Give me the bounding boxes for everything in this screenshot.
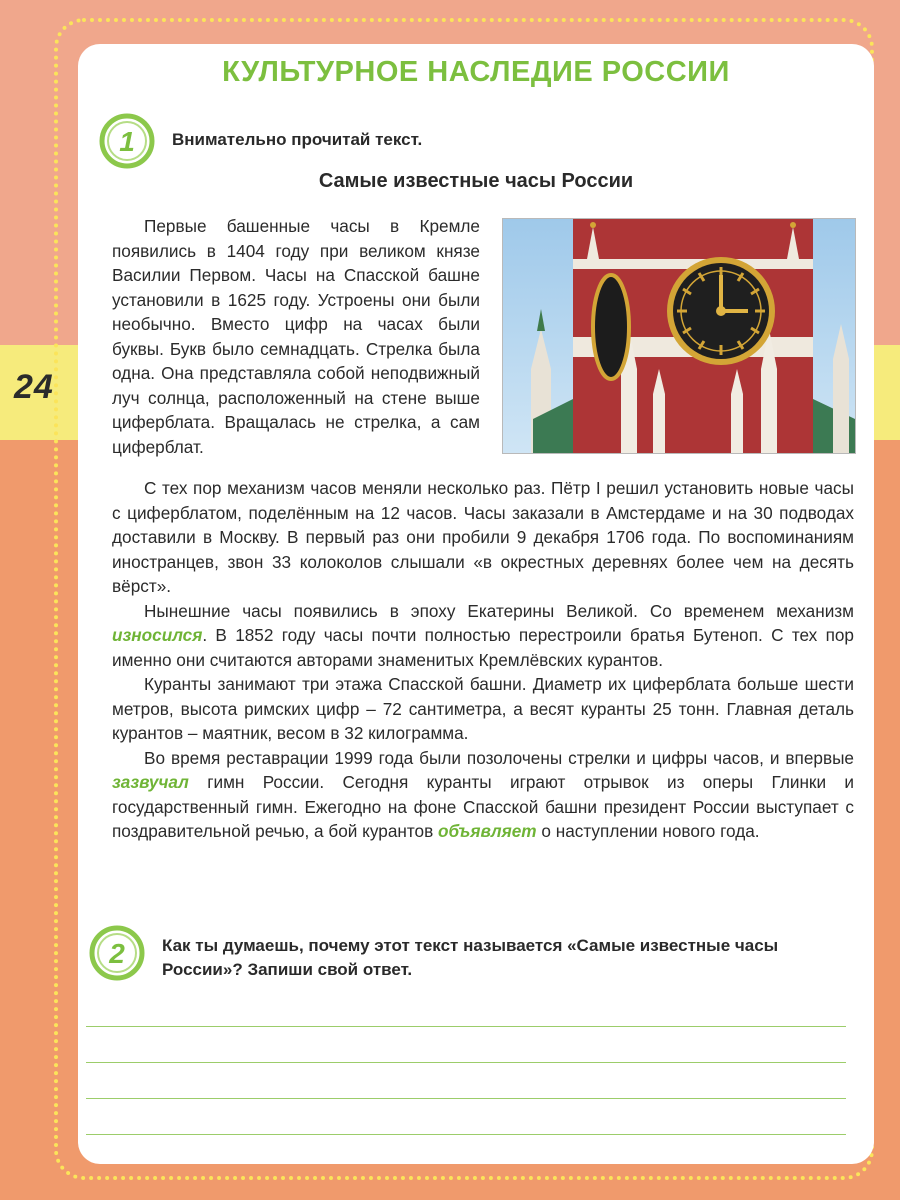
vocab-word-obyavlyaet: объявляет: [438, 821, 537, 841]
paragraph-3-part-b: . В 1852 году часы почти полностью перестроили братья Бутеноп. С тех пор именно они считаются авторами знаменитых Кремлёвских курантов.: [112, 625, 854, 670]
task-1-badge: [98, 112, 156, 170]
paragraph-5-part-a: Во время реставрации 1999 года были позолочены стрелки и цифры часов, и впервые: [144, 747, 854, 768]
paragraph-5: [112, 746, 854, 844]
page-title: КУЛЬТУРНОЕ НАСЛЕДИЕ РОССИИ: [222, 56, 730, 88]
paragraph-1-text: Первые башенные часы в Кремле появились в 1404 году при великом князе Василии Первом. Часы на Спасской башне установили в 1625 году. Устроены они были необычно. Вместо цифр на часах были буквы. Букв было семнадцать. Стрелка была одна. Она представляла собой неподвижный луч солнца, расположенный на стене выше циферблата. Вращалась не стрелка, а сам циферблат.: [112, 216, 480, 457]
task-2-circle-icon: [88, 924, 146, 982]
paragraph-5-part-b: гимн России. Сегодня куранты играют отрывок из оперы Глинки и государственный гимн. Ежегодно на фоне Спасской башни президент России выступает с поздравительной речью, а бой курантов: [112, 772, 854, 841]
vocab-word-zazvuchal: зазвучал: [112, 772, 189, 792]
paragraph-1: [112, 214, 480, 459]
paragraph-3-part-a: Нынешние часы появились в эпоху Екатерины Великой. Со временем механизм: [144, 600, 854, 621]
clock-tower-photo: [502, 218, 856, 454]
answer-line-3[interactable]: [86, 1098, 846, 1099]
task-2-number: 2: [109, 938, 125, 969]
text-title: Самые известные часы России: [318, 170, 634, 192]
paragraph-4: Куранты занимают три этажа Спасской башни. Диаметр их циферблата больше шести метров, высота римских цифр – 72 сантиметра, а весят куранты 25 тонн. Главная деталь курантов – маятник, весом в 32 килограмма.: [112, 674, 854, 743]
task-2-badge: [88, 924, 146, 982]
paragraph-5-part-c: о наступлении нового года.: [536, 821, 760, 841]
answer-line-4[interactable]: [86, 1134, 846, 1135]
answer-line-2[interactable]: [86, 1062, 846, 1063]
clock-tower-icon: [503, 219, 855, 453]
task-2-question: Как ты думаешь, почему этот текст называется «Самые известные часы России»? Запиши свой ответ.: [162, 936, 779, 979]
paragraph-3: [112, 599, 854, 673]
paragraphs-rest: [112, 476, 854, 844]
page-number: 24: [14, 368, 54, 406]
vocab-word-iznosilsya: износился: [112, 625, 203, 645]
task-1-instruction: Внимательно прочитай текст.: [172, 130, 423, 149]
task-1-circle-icon: [98, 112, 156, 170]
paragraph-2: С тех пор механизм часов меняли несколько раз. Пётр I решил установить новые часы с циферблатом, поделённым на 12 часов. Часы заказали в Амстердаме и на 30 подводах доставили в Москву. В первый раз они пробили 9 декабря 1706 года. По воспоминаниям иностранцев, звон 33 колоколов слышали «в окрестных деревнях более чем на десять вёрст».: [112, 478, 854, 596]
answer-line-1[interactable]: [86, 1026, 846, 1027]
task-1-number: 1: [119, 126, 135, 157]
